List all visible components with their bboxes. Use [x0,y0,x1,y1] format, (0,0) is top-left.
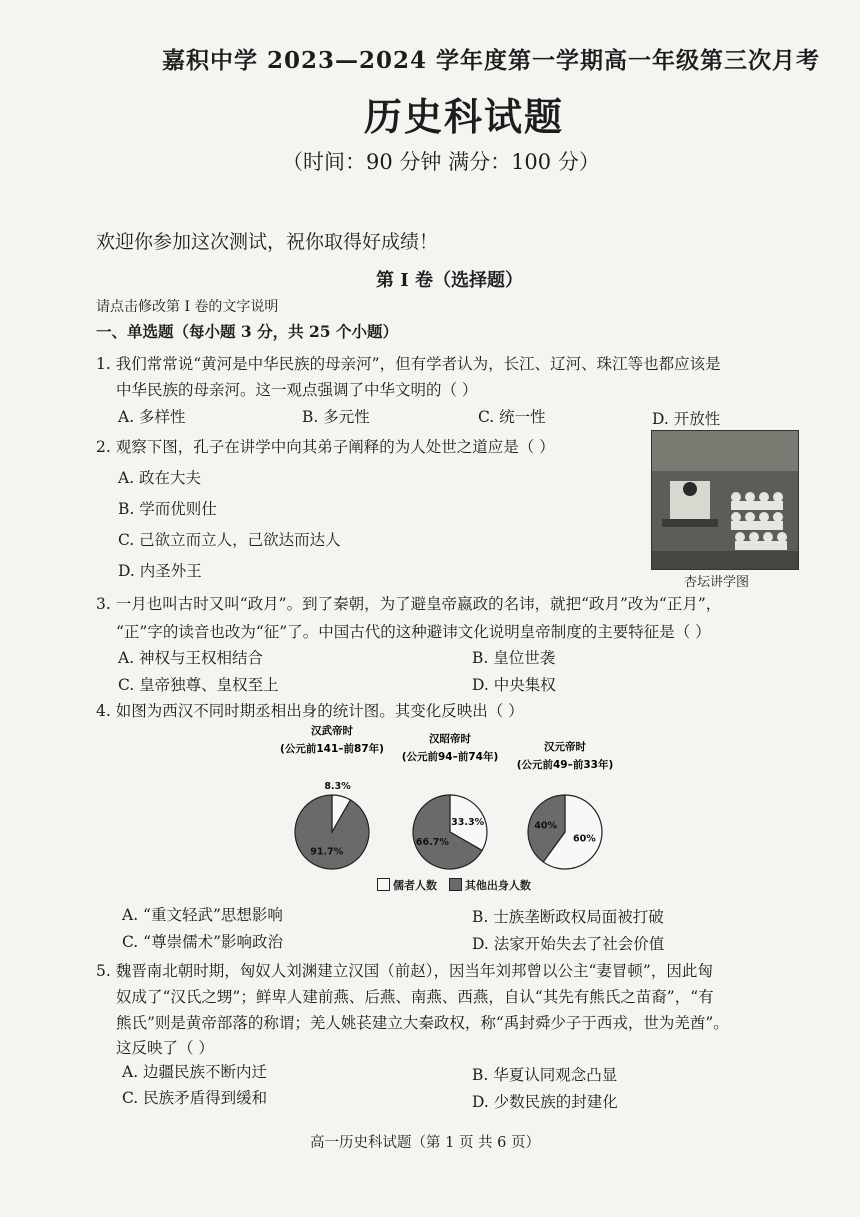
question-5-line-1: 5. 魏晋南北朝时期，匈奴人刘渊建立汉国（前赵），因当年刘邦曾以公主“妻冒顿”，因此匈 [96,962,713,980]
question-5-line-4: 这反映了（ ） [116,1039,214,1057]
pie-charts [270,720,620,875]
q4-option-d: D. 法家开始失去了社会价值 [472,935,665,953]
legend-label-other: 其他出身人数 [464,879,531,892]
pie-subtitle-1: (公元前141–前87年) [280,743,384,755]
q1-option-c: C. 统一性 [478,408,546,426]
pie-1-label-1: 8.3% [324,781,351,792]
pie-subtitle-3: (公元前49–前33年) [516,759,614,771]
q2-option-a: A. 政在大夫 [118,469,202,487]
q1-option-b: B. 多元性 [302,408,370,426]
xingtan-lecture-image [651,430,799,570]
pie-3-label-2: 40% [534,820,558,832]
welcome-text: 欢迎你参加这次测试，祝你取得好成绩！ [96,231,439,253]
q4-option-a: A. “重文轻武”思想影响 [122,906,283,924]
q5-option-a: A. 边疆民族不断内迁 [122,1063,268,1081]
exam-title: 历史科试题 [364,94,565,139]
pie-title-3: 汉元帝时 [544,741,586,753]
question-3-line-1: 3. 一月也叫古时又叫“政月”。到了秦朝，为了避皇帝嬴政的名讳，就把“政月”改为“正月”， [96,595,722,613]
q1-option-a: A. 多样性 [118,408,186,426]
pie-subtitle-2: (公元前94–前74年) [401,751,499,763]
school-exam-header: 嘉积中学 2023—2024 学年度第一学期高一年级第三次月考 [162,47,821,74]
question-type-heading: 一、单选题（每小题 3 分，共 25 个小题） [96,322,398,341]
chart-legend [377,877,531,893]
question-4-line-1: 4. 如图为西汉不同时期丞相出身的统计图。其变化反映出（ ） [96,702,524,720]
q4-option-c: C. “尊崇儒术”影响政治 [122,933,284,951]
section-note: 请点击修改第 I 卷的文字说明 [96,299,279,315]
pie-title-2: 汉昭帝时 [429,733,471,745]
question-5-line-3: 熊氏”则是黄帝部落的称谓；羌人姚苌建立大秦政权，称“禹封舜少子于西戎，世为羌酋”。 [116,1014,729,1032]
q3-option-b: B. 皇位世袭 [472,649,556,667]
question-1-line-2: 中华民族的母亲河。这一观点强调了中华文明的（ ） [116,381,478,399]
question-3-line-2: “正”字的读音也改为“征”了。中国古代的这种避讳文化说明皇帝制度的主要特征是（ ） [116,623,711,641]
legend-label-ruzhe: 儒者人数 [393,879,437,892]
q2-option-d: D. 内圣外王 [118,562,202,580]
q5-option-c: C. 民族矛盾得到缓和 [122,1089,268,1107]
question-1-line-1: 1. 我们常常说“黄河是中华民族的母亲河”，但有学者认为，长江、辽河、珠江等也都应该是 [96,355,721,373]
pie-2-label-1: 33.3% [451,816,485,828]
q4-option-b: B. 士族垄断政权局面被打破 [472,908,664,926]
legend-swatch-other [449,878,462,891]
pie-2-label-2: 66.7% [415,837,449,849]
image-caption: 杏坛讲学图 [684,575,750,590]
q3-option-d: D. 中央集权 [472,676,556,694]
q5-option-b: B. 华夏认同观念凸显 [472,1066,618,1084]
legend-swatch-ruzhe [377,878,390,891]
question-5-line-2: 奴成了“汉氏之甥”；鲜卑人建前燕、后燕、南燕、西燕，自认“其先有熊氏之苗裔”，“有 [116,988,714,1006]
q1-option-d: D. 开放性 [652,410,721,428]
q2-option-b: B. 学而优则仕 [118,500,217,518]
page-footer: 高一历史科试题（第 1 页 共 6 页） [310,1135,540,1151]
section-title: 第 I 卷（选择题） [376,270,523,291]
q2-option-c: C. 己欲立而立人，己欲达而达人 [118,531,341,549]
q3-option-a: A. 神权与王权相结合 [118,649,264,667]
pie-1-slice-2 [295,795,369,869]
pie-3-label-1: 60% [572,833,596,845]
exam-time-info: （时间：90 分钟 满分：100 分） [282,150,600,174]
pie-title-1: 汉武帝时 [311,725,353,737]
question-2-line-1: 2. 观察下图，孔子在讲学中向其弟子阐释的为人处世之道应是（ ） [96,438,555,456]
q3-option-c: C. 皇帝独尊、皇权至上 [118,676,279,694]
pie-1-label-2: 91.7% [310,846,344,858]
q5-option-d: D. 少数民族的封建化 [472,1093,618,1111]
